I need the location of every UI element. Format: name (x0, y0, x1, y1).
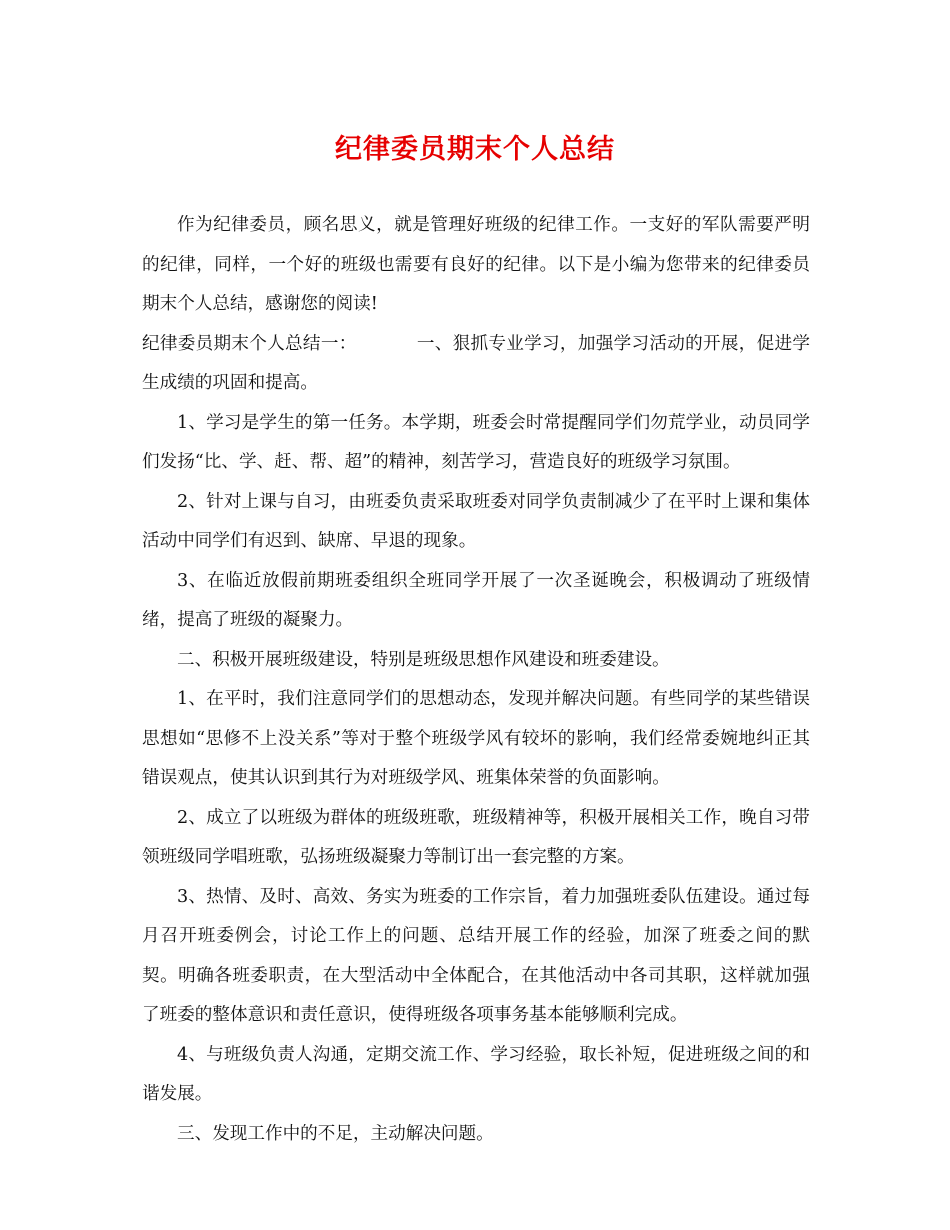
body-paragraph: 1、在平时，我们注意同学们的思想动态，发现并解决问题。有些同学的某些错误思想如“思修不上没关系”等对于整个班级学风有较坏的影响，我们经常委婉地纠正其错误观点，使其认识到其行为对班级学风、班集体荣誉的负面影响。 (142, 689, 810, 788)
summary-first-point: 一、狠抓专业学习，加强学习活动的开展，促进学生成绩的巩固和提高。 (142, 333, 810, 393)
body-paragraph: 2、成立了以班级为群体的班级班歌，班级精神等，积极开展相关工作，晚自习带领班级同学唱班歌，弘扬班级凝聚力等制订出一套完整的方案。 (142, 807, 810, 867)
summary-heading-paragraph (142, 325, 810, 404)
document-body (142, 206, 810, 1154)
body-paragraph: 3、在临近放假前期班委组织全班同学开展了一次圣诞晚会，积极调动了班级情绪，提高了班级的凝聚力。 (142, 570, 810, 630)
section-heading: 三、发现工作中的不足，主动解决问题。 (177, 1123, 494, 1144)
body-paragraph: 4、与班级负责人沟通，定期交流工作、学习经验，取长补短，促进班级之间的和谐发展。 (142, 1044, 810, 1104)
body-paragraph: 1、学习是学生的第一任务。本学期，班委会时常提醒同学们勿荒学业，动员同学们发扬“比、学、赶、帮、超”的精神，刻苦学习，营造良好的班级学习氛围。 (142, 412, 810, 472)
intro-paragraph: 作为纪律委员，顾名思义，就是管理好班级的纪律工作。一支好的军队需要严明的纪律，同样，一个好的班级也需要有良好的纪律。以下是小编为您带来的纪律委员期末个人总结，感谢您的阅读! (142, 215, 810, 314)
summary-heading: 纪律委员期末个人总结一： (142, 333, 357, 354)
body-paragraph: 3、热情、及时、高效、务实为班委的工作宗旨，着力加强班委队伍建设。通过每月召开班委例会，讨论工作上的问题、总结开展工作的经验，加深了班委之间的默契。明确各班委职责，在大型活动中全体配合，在其他活动中各司其职，这样就加强了班委的整体意识和责任意识，使得班级各项事务基本能够顺利完成。 (142, 886, 810, 1025)
body-paragraph: 2、针对上课与自习，由班委负责采取班委对同学负责制减少了在平时上课和集体活动中同学们有迟到、缺席、早退的现象。 (142, 491, 810, 551)
document-title: 纪律委员期末个人总结 (335, 134, 615, 165)
section-heading: 二、积极开展班级建设，特别是班级思想作风建设和班委建设。 (177, 649, 670, 670)
